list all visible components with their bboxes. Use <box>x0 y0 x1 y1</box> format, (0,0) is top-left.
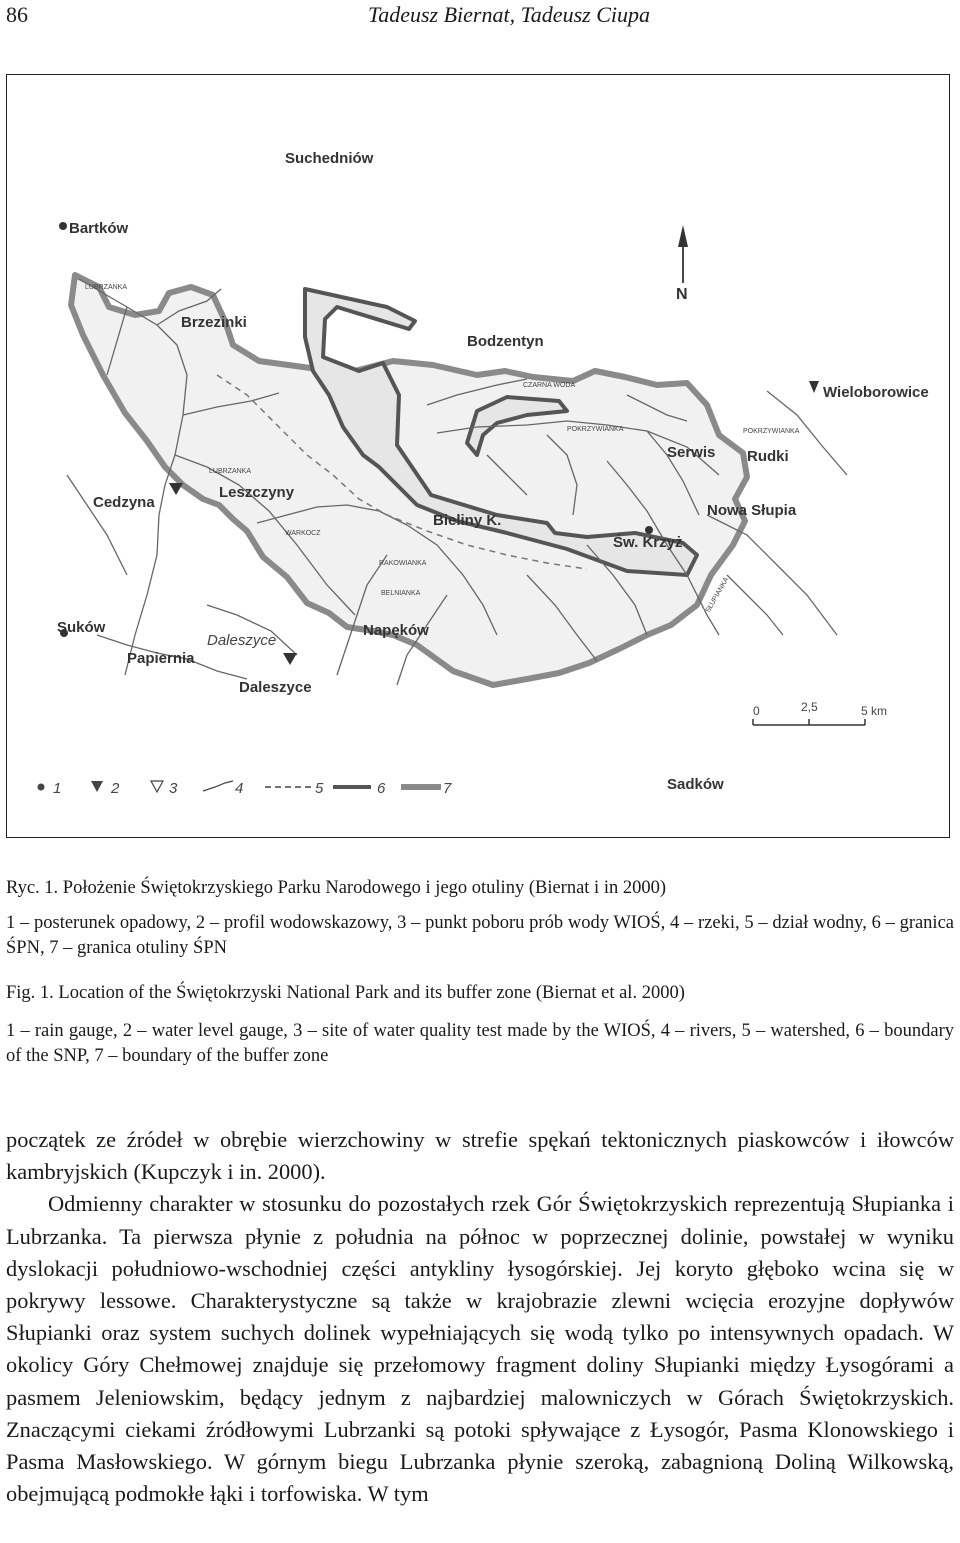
scale-label: 5 km <box>861 704 888 718</box>
river-label: WARKOCZ <box>285 530 321 537</box>
river-label: BELNIANKA <box>381 590 421 597</box>
map-legend <box>38 780 453 797</box>
place-label: Brzezinki <box>181 314 247 331</box>
figure-caption-en: Fig. 1. Location of the Świętokrzyski National Park and its buffer zone (Biernat et al. 2000) <box>6 983 685 1003</box>
figure-legend-pl: 1 – posterunek opadowy, 2 – profil wodowskazowy, 3 – punkt poboru prób wody WIOŚ, 4 – rzeki, 5 – dział wodny, 6 – granica ŚPN, 7 – granica otuliny ŚPN <box>6 913 954 958</box>
page-number: 86 <box>6 2 28 27</box>
legend-label: 6 <box>377 780 386 797</box>
map-drawing <box>7 75 951 839</box>
body-paragraph: początek ze źródeł w obrębie wierzchowiny w strefie spękań tektonicznych piaskowców i iłowców kambryjskich (Kupczyk i in. 2000). <box>6 1127 954 1185</box>
figure-map <box>6 74 950 838</box>
legend-label: 1 <box>53 780 62 797</box>
running-head: Tadeusz Biernat, Tadeusz Ciupa <box>368 2 650 27</box>
river-label: POKRZYWIANKA <box>567 426 624 433</box>
place-label: Cedzyna <box>93 494 155 511</box>
place-label: Bartków <box>69 220 129 237</box>
river-label: LUBRZANKA <box>85 284 128 291</box>
river-label: LUBRZANKA <box>209 468 252 475</box>
page-header <box>0 0 960 34</box>
place-label: Suchedniów <box>285 150 374 167</box>
place-label: Daleszyce <box>207 632 277 649</box>
legend-label: 5 <box>315 780 324 797</box>
north-arrow <box>676 225 688 303</box>
scale-label: 2,5 <box>801 700 818 714</box>
legend-label: 7 <box>443 780 452 797</box>
place-label: Wieloborowice <box>823 384 929 401</box>
legend-label: 2 <box>111 780 120 797</box>
place-label: Leszczyny <box>219 484 295 501</box>
scale-bar <box>753 700 887 725</box>
place-label: Papiernia <box>127 650 195 667</box>
place-label: Bodzentyn <box>467 333 544 350</box>
place-label: Rudki <box>747 448 789 465</box>
rain-gauge-marker <box>645 526 653 534</box>
place-label: Daleszyce <box>239 679 312 696</box>
place-label: Sadków <box>667 776 724 793</box>
body-paragraph: Odmienny charakter w stosunku do pozostałych rzek Gór Świętokrzyskich reprezentują Słupianka i Lubrzanka. Ta pierwsza płynie z południa na północ w poprzecznej dolinie, powstałej w wyniku dyslokacji południowo-wschodniej części antykliny łysogórskiej. Jej koryto głęboko wcina się w pokrywy lessowe. Charakterystyczne są także w krajobrazie zlewni wcięcia erozyjne dopływów Słupianki oraz system suchych dolinek wypełniających się wodą tylko po intensywnych opadach. W okolicy Góry Chełmowej znajduje się przełomowy fragment doliny Słupianki między Łysogórami a pasmem Jeleniowskim, będący jednym z najbardziej malowniczych w Górach Świętokrzyskich. Znaczącymi ciekami źródłowymi Lubrzanki są potoki spływające z Łysogór, Pasma Klonowskiego i Pasma Masłowskiego. W górnym biegu Lubrzanka płynie szeroką, zabagnioną Doliną Wilkowską, obejmującą podmokłe łąki i torfowiska. W tym <box>6 1191 954 1507</box>
legend-label: 3 <box>169 780 178 797</box>
river-label: RAKOWIANKA <box>379 560 427 567</box>
river-label: SŁUPIANKA <box>704 576 731 614</box>
place-label: Bieliny K. <box>433 512 502 529</box>
place-label: Św. Krzyż <box>613 534 683 551</box>
gauge-marker <box>169 483 183 495</box>
gauge-marker <box>283 653 297 665</box>
figure-legend-en: 1 – rain gauge, 2 – water level gauge, 3 – site of water quality test made by the WIOŚ, 4 – rivers, 5 – watershed, 6 – boundary of the SNP, 7 – boundary of the buffer zone <box>6 1021 954 1066</box>
place-label: Napęków <box>363 622 429 639</box>
scale-label: 0 <box>753 704 760 718</box>
place-label: Suków <box>57 619 106 636</box>
rain-gauge-marker <box>59 222 67 230</box>
river-label: POKRZYWIANKA <box>743 428 800 435</box>
place-label: Serwis <box>667 444 716 461</box>
body-text <box>6 1124 954 1510</box>
legend-label: 4 <box>235 780 244 797</box>
gauge-marker <box>809 381 819 393</box>
river-label: CZARNA WODA <box>523 382 576 389</box>
place-label: Nowa Słupia <box>707 502 797 519</box>
figure-caption-pl: Ryc. 1. Położenie Świętokrzyskiego Parku Narodowego i jego otuliny (Biernat i in 2000) <box>6 878 667 898</box>
north-label: N <box>676 286 688 303</box>
